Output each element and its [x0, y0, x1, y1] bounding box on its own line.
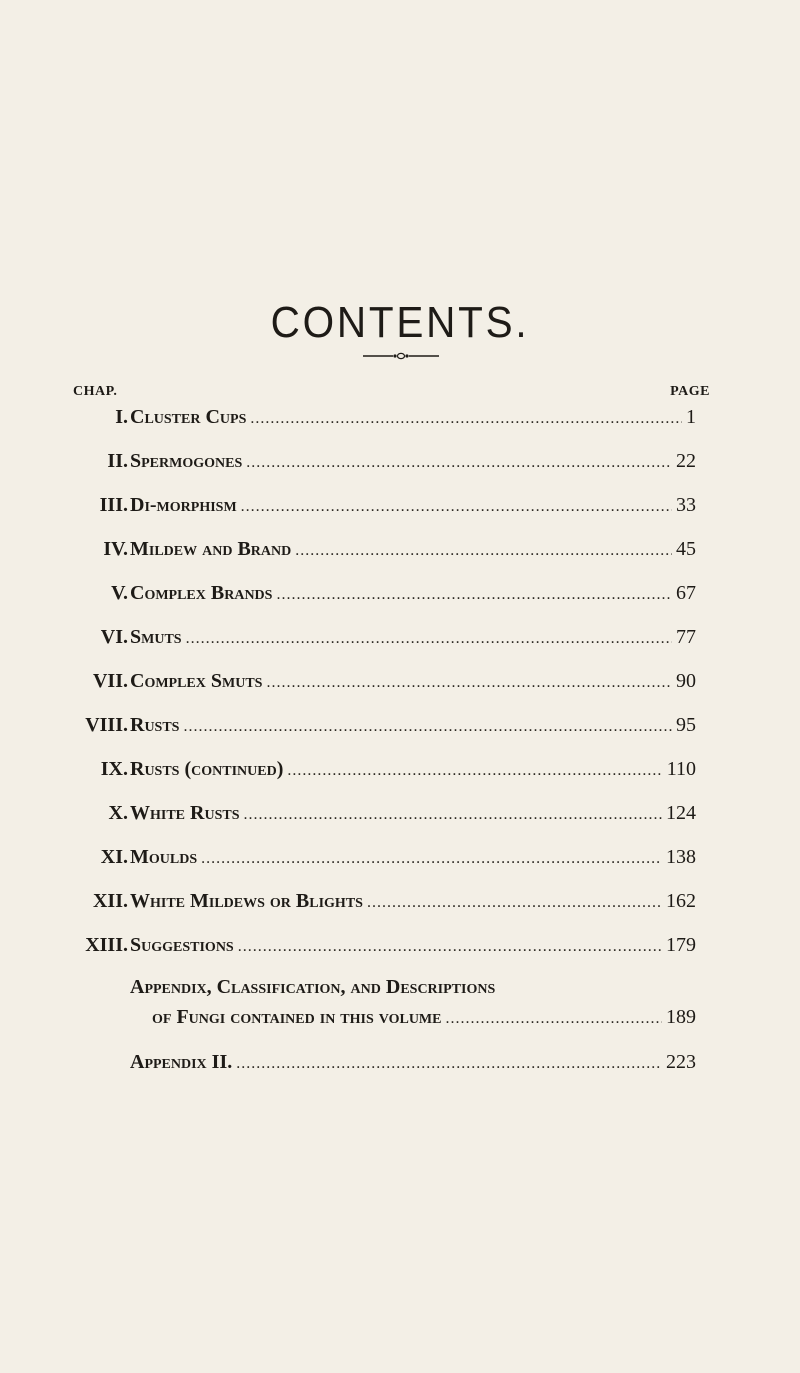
dot-leader	[266, 668, 672, 698]
dot-leader	[201, 844, 662, 874]
chapter-number: XIII.	[85, 934, 128, 956]
chapter-title: Rusts (continued)	[130, 758, 284, 780]
toc-entry	[0, 842, 800, 872]
chap-heading: CHAP.	[73, 384, 118, 399]
page-number: 124	[666, 802, 696, 824]
chapter-title: Moulds	[130, 846, 198, 868]
chapter-number: IX.	[100, 758, 128, 780]
page-number: 223	[666, 1051, 696, 1073]
toc-entry	[0, 402, 800, 432]
chapter-number: VII.	[92, 670, 128, 692]
toc-entry	[0, 886, 800, 916]
appendix-entry	[130, 972, 696, 1034]
toc-entry	[0, 622, 800, 652]
chapter-number: V.	[111, 582, 128, 604]
toc-entry	[0, 798, 800, 828]
toc-entry	[0, 710, 800, 740]
dot-leader	[236, 1049, 662, 1079]
page-title: CONTENTS.	[270, 298, 530, 347]
chapter-number: I.	[115, 406, 128, 428]
dot-leader	[295, 536, 672, 566]
chapter-title: Suggestions	[130, 934, 234, 956]
page-number: 162	[666, 890, 696, 912]
page-number: 95	[676, 714, 696, 736]
page-number: 33	[676, 494, 696, 516]
toc-entry	[0, 930, 800, 960]
chapter-title: White Mildews or Blights	[130, 890, 363, 912]
appendix-title-line2: of Fungi contained in this volume	[152, 1006, 442, 1028]
dot-leader	[238, 932, 662, 962]
chapter-number: VI.	[100, 626, 128, 648]
toc-entry	[0, 490, 800, 520]
page-number: 110	[666, 758, 696, 780]
chapter-title: Di-morphism	[130, 494, 237, 516]
toc-entry	[0, 534, 800, 564]
dot-leader	[243, 800, 662, 830]
page-number: 138	[666, 846, 696, 868]
dot-leader	[445, 1004, 662, 1034]
chapter-number: X.	[108, 802, 128, 824]
dot-leader	[287, 756, 662, 786]
dot-leader	[250, 404, 682, 434]
chapter-number: XII.	[92, 890, 128, 912]
page-number: 45	[676, 538, 696, 560]
title-ornament	[363, 352, 439, 360]
page-number: 189	[666, 1006, 696, 1028]
toc-entry	[0, 754, 800, 784]
chapter-number: II.	[107, 450, 128, 472]
dot-leader	[276, 580, 672, 610]
column-headers	[73, 384, 710, 404]
dot-leader	[246, 448, 672, 478]
chapter-title: Smuts	[130, 626, 182, 648]
chapter-title: White Rusts	[130, 802, 240, 824]
page-number: 90	[676, 670, 696, 692]
chapter-number: III.	[99, 494, 128, 516]
appendix-ii-entry	[130, 1047, 696, 1079]
page-number: 22	[676, 450, 696, 472]
page-number: 179	[666, 934, 696, 956]
toc-entry	[0, 446, 800, 476]
dot-leader	[367, 888, 662, 918]
appendix-ii-title: Appendix II.	[130, 1051, 233, 1073]
dot-leader	[186, 624, 672, 654]
chapter-number: IV.	[103, 538, 128, 560]
toc-entry	[0, 578, 800, 608]
page-number: 77	[676, 626, 696, 648]
chapter-number: VIII.	[85, 714, 128, 736]
chapter-number: XI.	[100, 846, 128, 868]
chapter-title: Rusts	[130, 714, 180, 736]
appendix-title-line1: Appendix, Classification, and Descriptions	[130, 976, 496, 998]
chapter-title: Complex Brands	[130, 582, 273, 604]
toc-entry	[0, 666, 800, 696]
page-heading: PAGE	[670, 384, 710, 399]
page-number: 67	[676, 582, 696, 604]
chapter-title: Spermogones	[130, 450, 243, 472]
chapter-title: Cluster Cups	[130, 406, 247, 428]
chapter-title: Mildew and Brand	[130, 538, 292, 560]
dot-leader	[183, 712, 672, 742]
page-number: 1	[686, 406, 696, 428]
chapter-title: Complex Smuts	[130, 670, 263, 692]
dot-leader	[241, 492, 672, 522]
